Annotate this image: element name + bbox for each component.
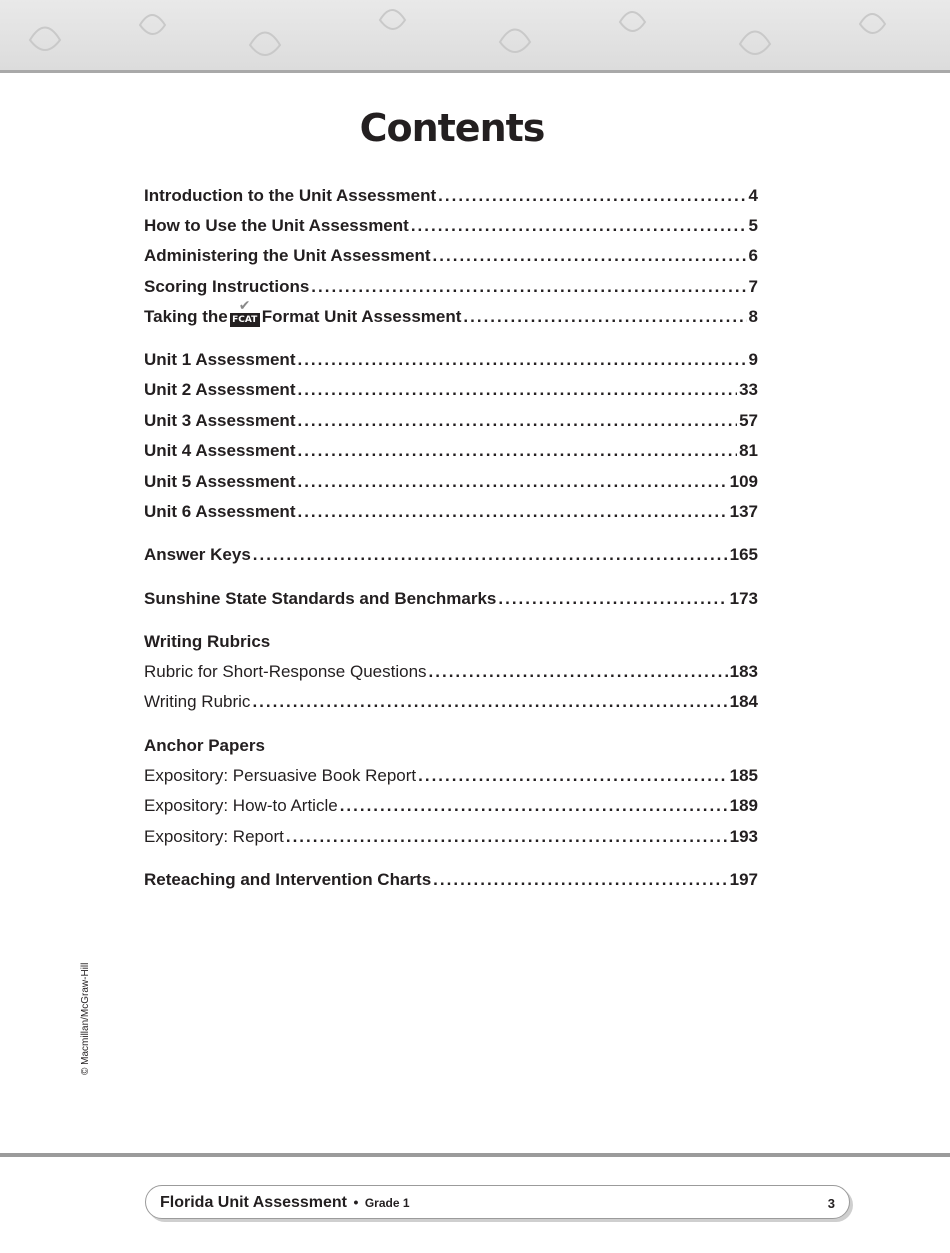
dot-leader xyxy=(297,350,746,370)
footer-bar xyxy=(145,1185,850,1219)
dot-leader xyxy=(297,380,737,400)
copyright-notice: © Macmillan/McGraw-Hill xyxy=(80,962,91,1075)
dot-leader xyxy=(438,186,746,206)
dot-leader xyxy=(429,662,728,682)
dot-leader xyxy=(433,246,747,266)
toc-entry-reteaching-charts[interactable]: Reteaching and Intervention Charts ..... 197 xyxy=(144,870,758,896)
footer-grade: Grade 1 xyxy=(364,1196,410,1210)
toc-entry-fcat-format[interactable]: Taking the ✔ FCAT Format Unit Assessment ..... 8 xyxy=(144,307,758,333)
footer-separator: • xyxy=(353,1194,359,1210)
dot-leader xyxy=(311,277,746,297)
toc-entry-introduction[interactable]: Introduction to the Unit Assessment ..... 4 xyxy=(144,186,758,212)
page-title: Contents xyxy=(359,106,545,150)
section-heading-writing-rubrics: Writing Rubrics xyxy=(144,632,271,651)
section-heading-anchor-papers: Anchor Papers xyxy=(144,736,265,755)
toc-entry-administering[interactable]: Administering the Unit Assessment ..... 6 xyxy=(144,246,758,272)
toc-entry-unit-4[interactable]: Unit 4 Assessment ..... 81 xyxy=(144,441,758,467)
toc-entry-persuasive-book-report[interactable]: Expository: Persuasive Book Report ..... 185 xyxy=(144,766,758,792)
dot-leader xyxy=(411,216,747,236)
toc-entry-answer-keys[interactable]: Answer Keys ..... 165 xyxy=(144,545,758,571)
dot-leader xyxy=(498,589,727,609)
dot-leader xyxy=(297,411,737,431)
toc-entry-unit-2[interactable]: Unit 2 Assessment ..... 33 xyxy=(144,380,758,406)
dot-leader xyxy=(252,692,727,712)
decorative-header-band xyxy=(0,0,950,73)
dot-leader xyxy=(418,766,728,786)
fcat-logo-icon: ✔ FCAT xyxy=(230,313,260,327)
toc-entry-writing-rubric[interactable]: Writing Rubric ..... 184 xyxy=(144,692,758,718)
dot-leader xyxy=(463,307,746,327)
toc-entry-short-response-rubric[interactable]: Rubric for Short-Response Questions ..... 183 xyxy=(144,662,758,688)
toc-entry-report[interactable]: Expository: Report ..... 193 xyxy=(144,827,758,853)
dot-leader xyxy=(340,796,728,816)
dot-leader xyxy=(253,545,728,565)
toc-entry-standards[interactable]: Sunshine State Standards and Benchmarks ..... 173 xyxy=(144,589,758,615)
footer-page-number: 3 xyxy=(827,1196,835,1211)
dot-leader xyxy=(297,502,727,522)
dot-leader xyxy=(297,472,727,492)
leaf-pattern-icon xyxy=(0,0,950,70)
dot-leader xyxy=(433,870,727,890)
toc-entry-unit-1[interactable]: Unit 1 Assessment ..... 9 xyxy=(144,350,758,376)
toc-entry-unit-3[interactable]: Unit 3 Assessment ..... 57 xyxy=(144,411,758,437)
dot-leader xyxy=(286,827,728,847)
footer-book-title: Florida Unit Assessment xyxy=(160,1194,348,1211)
footer-divider xyxy=(0,1153,950,1157)
toc-entry-unit-6[interactable]: Unit 6 Assessment ..... 137 xyxy=(144,502,758,528)
toc-entry-unit-5[interactable]: Unit 5 Assessment ..... 109 xyxy=(144,472,758,498)
toc-entry-how-to-use[interactable]: How to Use the Unit Assessment ..... 5 xyxy=(144,216,758,242)
toc-entry-scoring[interactable]: Scoring Instructions ..... 7 xyxy=(144,277,758,303)
dot-leader xyxy=(297,441,737,461)
checkmark-icon: ✔ xyxy=(238,298,251,314)
toc-entry-how-to-article[interactable]: Expository: How-to Article ..... 189 xyxy=(144,796,758,822)
